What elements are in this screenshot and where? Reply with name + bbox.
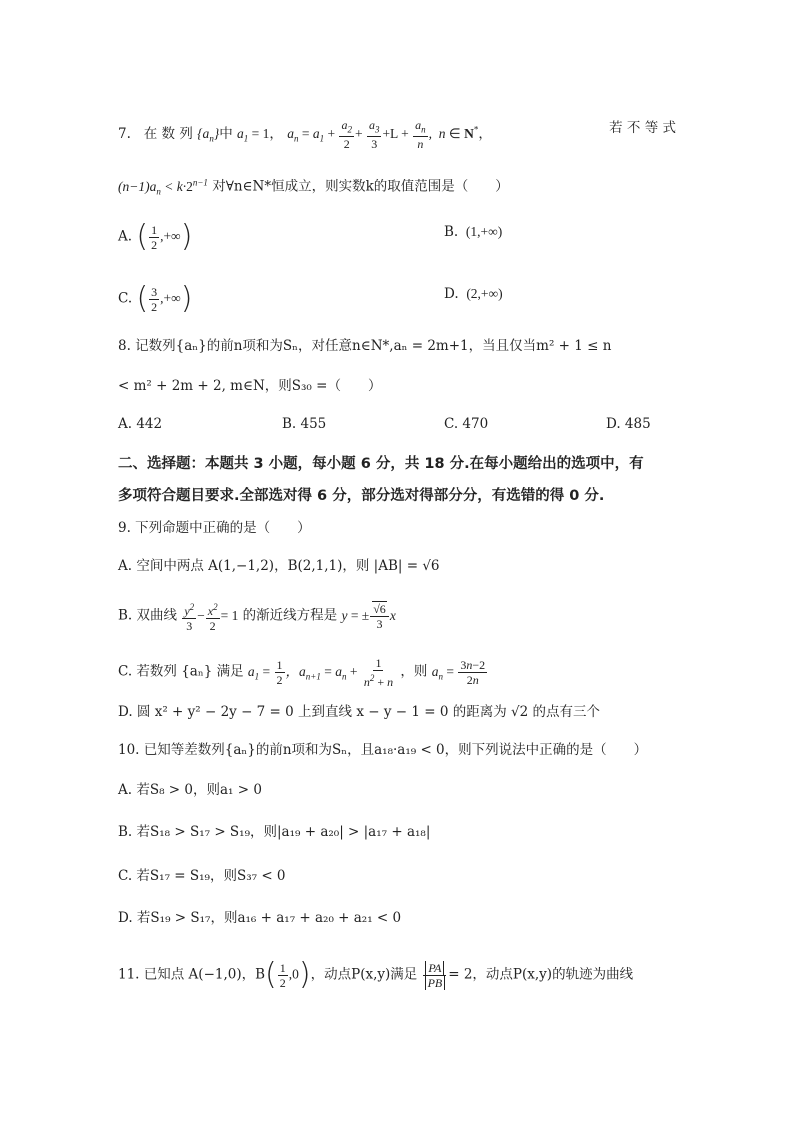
section2-title-line2: 多项符合题目要求.全部选对得 6 分，部分选对得部分分，有选错的得 0 分. — [118, 488, 605, 504]
q10-option-b[interactable]: B. 若S₁₈ > S₁₇ > S₁₉，则|a₁₉ + a₂₀| > |a₁₇ + a₁₈| — [118, 824, 431, 840]
q9-option-b[interactable]: B. 双曲线 $\frac{y^2}{3}$ − $\frac{x^2}{2}$ = 1 的渐近线方程是 y = ± $\frac{√6}{3}$ x — [118, 602, 396, 633]
q11-stem-post: = 2，动点P(x,y)的轨迹为曲线 — [448, 966, 634, 983]
q9-option-c[interactable]: C. 若数列 {aₙ} 满足 $a_1$ = $\frac{1}{2}$ ，$a_{n+1} = a_n$ + $\frac{1}{n^2 + n}$ ，则 $a_n$ = $\frac{3n-2}{2n}$ — [118, 656, 486, 689]
q7-option-c-label: C. — [118, 290, 133, 307]
q8-line1: 8. 记数列{aₙ}的前n项和为Sₙ，对任意n∈N*,aₙ = 2m+1，当且仅当m² + 1 ≤ n — [118, 338, 612, 354]
q9-option-b-pre: B. 双曲线 — [118, 607, 178, 624]
q7-line1: 7. 在 数 列 $\{a_n\}$中 $a_1 = 1$， $a_n = a_1$ + $\frac{a_2}{2}$ + $\frac{a_3}{3}$ +L + $\frac{a_n}{n}$ , n ∈ N*， 若 不 等 式 — [118, 118, 676, 152]
q7-seq: $\{a_n\}$ — [197, 125, 220, 144]
q7-line2 — [118, 172, 676, 201]
q10-stem: 10. 已知等差数列{aₙ}的前n项和为Sₙ，且a₁₈·a₁₉ < 0，则下列说法中正确的是（ ） — [118, 742, 648, 758]
q7-option-d-label: D. — [444, 286, 459, 302]
q8-line2: < m² + 2m + 2, m∈N，则S₃₀ =（ ） — [118, 378, 382, 394]
q10-option-c[interactable]: C. 若S₁₇ = S₁₉，则S₃₇ < 0 — [118, 868, 286, 884]
q10-option-d[interactable]: D. 若S₁₉ > S₁₇，则a₁₆ + a₁₇ + a₂₀ + a₂₁ < 0 — [118, 910, 402, 926]
q10-option-a[interactable]: A. 若S₈ > 0，则a₁ > 0 — [118, 782, 262, 798]
q7-formula: $a_n = a_1$ + $\frac{a_2}{2}$ + $\frac{a_3}{3}$ +L + $\frac{a_n}{n}$ , n ∈ N* — [287, 118, 479, 152]
q8-option-b[interactable]: B. 455 — [282, 416, 327, 432]
q9-option-c-pre: C. 若数列 {aₙ} 满足 — [118, 663, 244, 680]
q7-option-a[interactable]: A. ( $\frac{1}{2}$ ,+∞) — [118, 219, 193, 254]
q9-option-c-mid: ，则 — [400, 663, 428, 680]
section2-title-line1: 二、选择题：本题共 3 小题，每小题 6 分，共 18 分.在每小题给出的选项中，有 — [118, 456, 644, 472]
q9-option-a[interactable]: A. 空间中两点 A(1,−1,2)，B(2,1,1)，则 |AB| = √6 — [118, 558, 440, 574]
q7-option-a-label: A. — [118, 228, 133, 245]
q7-stem-start: 在 数 列 — [143, 125, 193, 142]
q11-stem-pre: 11. 已知点 A(−1,0)，B — [118, 966, 266, 983]
q8-option-c[interactable]: C. 470 — [444, 416, 489, 432]
q7-stem-end: 若 不 等 式 — [609, 120, 676, 136]
q8-option-d[interactable]: D. 485 — [606, 416, 651, 432]
q9-option-d[interactable]: D. 圆 x² + y² − 2y − 7 = 0 上到直线 x − y − 1 = 0 的距离为 √2 的点有三个 — [118, 704, 600, 720]
q7-option-c[interactable]: C. ( $\frac{3}{2}$ ,+∞) — [118, 281, 193, 316]
q7-inequality: $(n-1)a_n < k\cdot 2^{n-1}$ — [118, 177, 208, 197]
q11-stem-mid: ，动点P(x,y)满足 — [310, 966, 418, 983]
q7-option-d[interactable]: D. (2,+∞) — [444, 286, 503, 302]
q7-option-b-label: B. — [444, 224, 459, 240]
q7-number: 7. — [118, 125, 131, 142]
q7-stem-rest: 对∀n∈N*恒成立，则实数k的取值范围是（ ） — [212, 178, 509, 195]
q11-stem: 11. 已知点 A(−1,0)，B( $\frac{1}{2}$ ,0)，动点P(x,y)满足 $\frac{PA}{PB}$ = 2，动点P(x,y)的轨迹为曲线 — [118, 957, 634, 992]
q7-a1: $a_1 = 1$ — [237, 125, 270, 144]
q7-option-b[interactable]: B. (1,+∞) — [444, 224, 503, 240]
q9-option-b-mid: 的渐近线方程是 — [242, 607, 338, 624]
q8-option-a[interactable]: A. 442 — [118, 416, 163, 432]
q9-stem: 9. 下列命题中正确的是（ ） — [118, 520, 311, 536]
